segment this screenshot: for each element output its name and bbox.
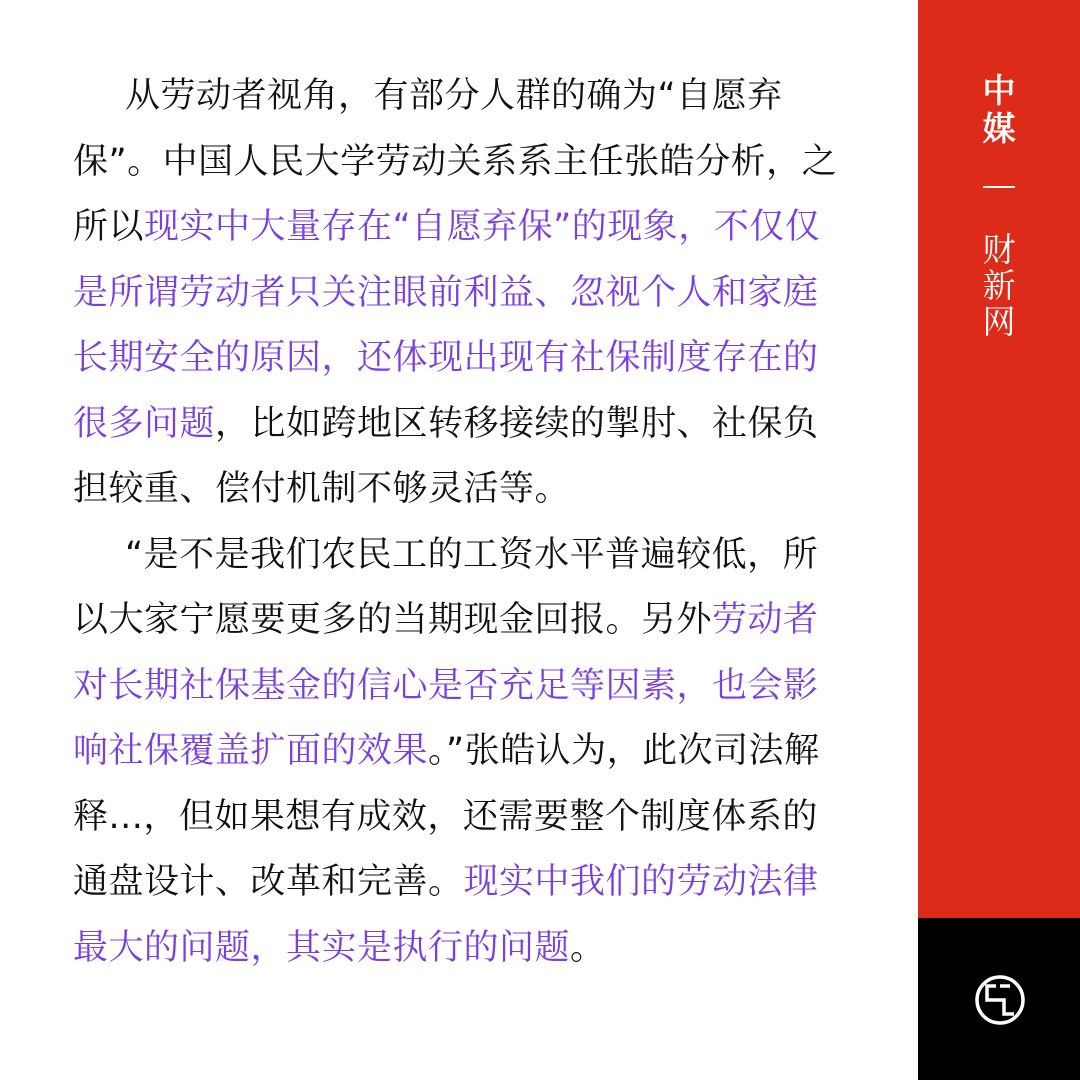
brand-secondary-char-2: 新: [982, 266, 1016, 305]
brand-primary-char-2: 媒: [982, 109, 1016, 148]
article-paragraph-2: [73, 523, 843, 982]
caixin-logo-icon: [974, 974, 1026, 1026]
brand-secondary: [918, 232, 1080, 340]
brand-primary-char-1: 中: [982, 71, 1016, 110]
paragraph-2-highlight-b: 现实中我们的劳动法律最大的问题，其实是执行的问题: [73, 862, 819, 968]
paragraph-2-highlight-a: 劳动者对长期社保基金的信心是否充足等因素，也会影响社保覆盖扩面的效果: [73, 600, 819, 771]
paragraph-2-text-a: “是不是我们农民工的工资水平普遍较低，所以大家宁愿要更多的当期现金回报。另外: [73, 534, 819, 640]
paragraph-1-highlight: 现实中大量存在“自愿弃保”的现象，不仅仅是所谓劳动者只关注眼前利益、忽视个人和家庭长期安全的原因，还体现出现有社保制度存在的很多问题: [73, 207, 821, 444]
sidebar-logo-panel: [918, 918, 1080, 1080]
paragraph-1-text-a: 从劳动者视角，有部分人群的确为“自愿弃保”。中国人民大学劳动关系系主任张皓分析，之所以: [73, 76, 838, 247]
brand-secondary-char-3: 网: [982, 302, 1016, 341]
sidebar-brand-panel: [918, 0, 1080, 918]
paragraph-2-text-c: 。: [570, 927, 606, 968]
brand-secondary-char-1: 财: [982, 230, 1016, 269]
paragraph-1-text-b: ，比如跨地区转移接续的掣肘、社保负担较重、偿付机制不够灵活等。: [73, 403, 819, 509]
article-paragraph-1: [73, 64, 843, 523]
brand-divider: [983, 186, 1015, 188]
article-body: [73, 64, 843, 981]
paragraph-2-text-b: 。”张皓认为，此次司法解释...，但如果想有成效，还需要整个制度体系的通盘设计、改革和完善。: [73, 731, 820, 902]
brand-primary: [918, 72, 1080, 148]
